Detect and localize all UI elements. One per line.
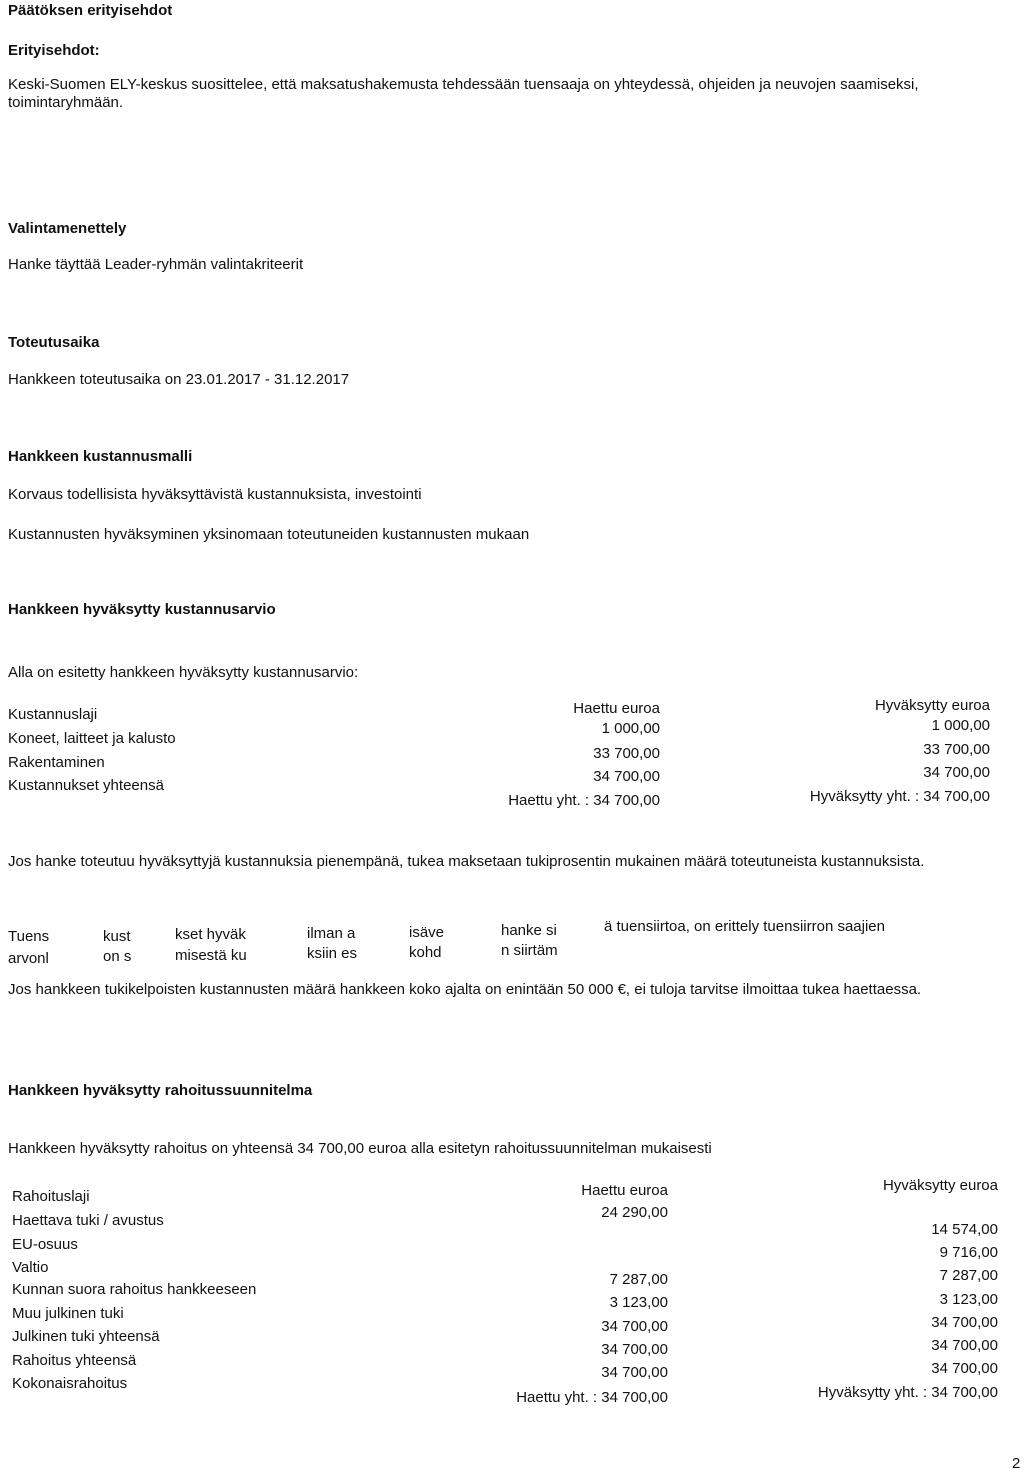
page-title: Päätöksen erityisehdot xyxy=(8,2,173,19)
rahoitus-total-hyvaksytty: Hyväksytty yht. : 34 700,00 xyxy=(817,1384,998,1401)
page-number: 2 xyxy=(1012,1455,1021,1472)
kustannusarvio-heading: Hankkeen hyväksytty kustannusarvio xyxy=(8,601,276,618)
rahoitus-col-label: Rahoituslaji xyxy=(12,1188,90,1205)
rahoitus-total-haettu: Haettu yht. : 34 700,00 xyxy=(516,1389,668,1406)
kustannusarvio-total-haettu: Haettu yht. : 34 700,00 xyxy=(508,792,660,809)
table-cell-hyvaksytty: 9 716,00 xyxy=(939,1244,998,1261)
table-row-label: Muu julkinen tuki xyxy=(12,1305,124,1322)
rahoitus-col-haettu: Haettu euroa xyxy=(581,1182,668,1199)
table-cell-haettu: 34 700,00 xyxy=(601,1318,668,1335)
kustannusmalli-line2: Kustannusten hyväksyminen yksinomaan toteutuneiden kustannusten mukaan xyxy=(8,526,530,543)
toteutus-text: Hankkeen toteutusaika on 23.01.2017 - 31.12.2017 xyxy=(8,371,350,388)
table-cell-haettu: 1 000,00 xyxy=(601,720,660,737)
table-row-label: Rakentaminen xyxy=(8,754,105,771)
table-cell-haettu: 33 700,00 xyxy=(593,745,660,762)
table-cell-hyvaksytty: 7 287,00 xyxy=(939,1267,998,1284)
kustannusarvio-col-haettu: Haettu euroa xyxy=(573,700,660,717)
erityisehdot-heading: Erityisehdot: xyxy=(8,42,100,59)
rahoitus-intro: Hankkeen hyväksytty rahoitus on yhteensä 34 700,00 euroa alla esitetyn rahoitussuunnitelman mukaisesti xyxy=(8,1140,712,1157)
table-cell-haettu: 34 700,00 xyxy=(593,768,660,785)
fragment-top: ä tuensiirtoa, on erittely tuensiirron saajien xyxy=(604,918,885,935)
table-cell-hyvaksytty: 14 574,00 xyxy=(931,1221,998,1238)
fragment-bottom: ksiin es xyxy=(307,945,358,962)
table-row-label: Rahoitus yhteensä xyxy=(12,1352,137,1369)
valinta-heading: Valintamenettely xyxy=(8,220,127,237)
kustannusarvio-intro: Alla on esitetty hankkeen hyväksytty kustannusarvio: xyxy=(8,664,359,681)
table-row-label: Haettava tuki / avustus xyxy=(12,1212,164,1229)
toteutus-heading: Toteutusaika xyxy=(8,334,100,351)
kustannusmalli-heading: Hankkeen kustannusmalli xyxy=(8,448,193,465)
rahoitus-col-hyvaksytty: Hyväksytty euroa xyxy=(882,1177,998,1194)
table-row-label: Valtio xyxy=(12,1259,49,1276)
fragment-bottom: arvonl xyxy=(8,950,49,967)
table-row-label: Julkinen tuki yhteensä xyxy=(12,1328,160,1345)
table-cell-hyvaksytty: 3 123,00 xyxy=(939,1291,998,1308)
rahoitus-heading: Hankkeen hyväksytty rahoitussuunnitelma xyxy=(8,1082,313,1099)
fragment-bottom: kohd xyxy=(409,944,442,961)
table-cell-haettu: 7 287,00 xyxy=(609,1271,668,1288)
table-cell-hyvaksytty: 1 000,00 xyxy=(931,717,990,734)
table-cell-haettu: 34 700,00 xyxy=(601,1341,668,1358)
erityisehdot-text: Keski-Suomen ELY-keskus suosittelee, että maksatushakemusta tehdessään tuensaaja on yhteydessä, ohjeiden ja neuvojen saamiseksi, toimintaryhmään. xyxy=(8,76,919,111)
kustannusarvio-col-hyvaksytty: Hyväksytty euroa xyxy=(874,697,990,714)
table-cell-hyvaksytty: 34 700,00 xyxy=(931,1337,998,1354)
table-cell-haettu: 34 700,00 xyxy=(601,1364,668,1381)
kustannusmalli-line1: Korvaus todellisista hyväksyttävistä kustannuksista, investointi xyxy=(8,486,422,503)
table-cell-hyvaksytty: 34 700,00 xyxy=(931,1360,998,1377)
fragment-top: kust xyxy=(103,928,131,945)
valinta-text: Hanke täyttää Leader-ryhmän valintakriteerit xyxy=(8,256,304,273)
table-cell-haettu: 3 123,00 xyxy=(609,1294,668,1311)
note-pienempana: Jos hanke toteutuu hyväksyttyjä kustannuksia pienempänä, tukea maksetaan tukiprosentin mukainen määrä toteutuneista kustannuksista. xyxy=(8,853,925,870)
kustannusarvio-col-label: Kustannuslaji xyxy=(8,706,98,723)
table-cell-hyvaksytty: 34 700,00 xyxy=(931,1314,998,1331)
fragment-bottom: n siirtäm xyxy=(501,942,558,959)
fragment-top: ilman a xyxy=(307,925,356,942)
table-cell-haettu: 24 290,00 xyxy=(601,1204,668,1221)
table-row-label: Kustannukset yhteensä xyxy=(8,777,164,794)
table-row-label: Koneet, laitteet ja kalusto xyxy=(8,730,176,747)
note-tulot: Jos hankkeen tukikelpoisten kustannusten määrä hankkeen koko ajalta on enintään 50 000 €, ei tuloja tarvitse ilmoittaa tukea haettaessa. xyxy=(8,981,922,998)
table-row-label: Kokonaisrahoitus xyxy=(12,1375,128,1392)
fragment-top: isäve xyxy=(409,924,445,941)
fragment-bottom: on s xyxy=(103,948,132,965)
fragment-top: kset hyväk xyxy=(175,926,246,943)
table-cell-hyvaksytty: 34 700,00 xyxy=(923,764,990,781)
fragment-top: hanke si xyxy=(501,922,557,939)
table-row-label: EU-osuus xyxy=(12,1236,78,1253)
fragment-top: Tuens xyxy=(8,928,50,945)
fragment-bottom: misestä ku xyxy=(175,947,247,964)
table-row-label: Kunnan suora rahoitus hankkeeseen xyxy=(12,1281,257,1298)
kustannusarvio-total-hyvaksytty: Hyväksytty yht. : 34 700,00 xyxy=(809,788,990,805)
table-cell-hyvaksytty: 33 700,00 xyxy=(923,741,990,758)
